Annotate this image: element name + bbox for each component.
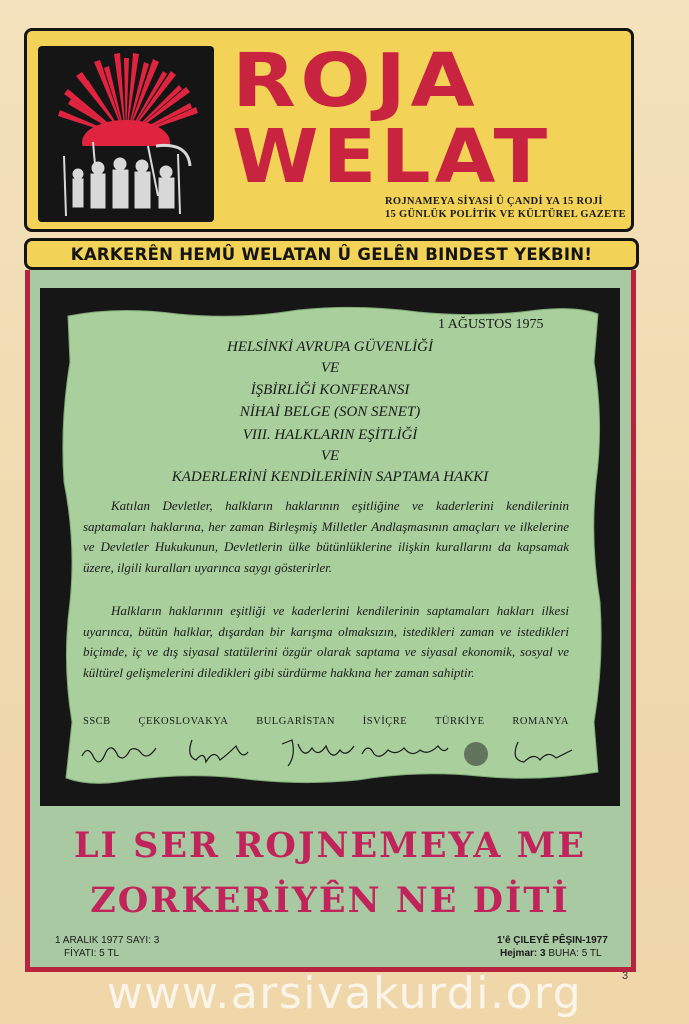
signature-bulgaria bbox=[282, 740, 354, 766]
issue-date-kurdish: 1'ê ÇILEYÊ PÊŞIN-1977 bbox=[497, 935, 608, 946]
country-label: ÇEKOSLOVAKYA bbox=[138, 716, 229, 727]
country-label: TÜRKİYE bbox=[434, 716, 485, 727]
country-label: ROMANYA bbox=[512, 716, 569, 727]
document-date: 1 AĞUSTOS 1975 bbox=[438, 317, 544, 332]
country-label: SSCB bbox=[83, 716, 111, 727]
signatures bbox=[78, 730, 588, 780]
signature-romania bbox=[515, 742, 572, 762]
issue-number-kurdish bbox=[500, 948, 602, 959]
signature-czechoslovakia bbox=[190, 740, 248, 762]
document-heading-line: KADERLERİNİ KENDİLERİNİN SAPTAMA HAKKI bbox=[171, 469, 489, 485]
title-line-1: ROJA bbox=[232, 38, 480, 124]
subtitle-turkish: 15 GÜNLÜK POLİTİK VE KÜLTÜREL GAZETE bbox=[385, 209, 626, 220]
country-label: BULGARİSTAN bbox=[256, 716, 335, 727]
signature-ussr bbox=[82, 748, 156, 762]
document-heading-line: NİHAİ BELGE (SON SENET) bbox=[239, 404, 421, 420]
issue-date-turkish: 1 ARALIK 1977 SAYI: 3 bbox=[55, 935, 160, 946]
slogan-text: KARKERÊN HEMÛ WELATAN Û GELÊN BINDEST YEKBIN! bbox=[70, 244, 593, 264]
signatory-countries bbox=[83, 716, 569, 727]
issue-number-label: Hejmar: 3 bbox=[500, 948, 546, 959]
page-number: 3 bbox=[622, 970, 629, 982]
archive-watermark: www.arsivakurdi.org bbox=[106, 968, 583, 1019]
price-turkish: FİYATI: 5 TL bbox=[64, 948, 120, 959]
subtitle-kurdish: ROJNAMEYA SİYASİ Û ÇANDİ YA 15 ROJİ bbox=[385, 196, 603, 207]
headline-line-2: ZORKERİYÊN NE DİTİ bbox=[90, 880, 570, 921]
signature-switzerland bbox=[362, 746, 448, 756]
document-heading-line: VE bbox=[320, 360, 340, 376]
country-label: İSVİÇRE bbox=[362, 716, 408, 727]
document-heading-line: İŞBİRLİĞİ KONFERANSI bbox=[250, 382, 410, 398]
document-paragraph-1: Katılan Devletler, halkların haklarının eşitliğine ve kaderlerini kendilerinin saptamaları haklarına, her zaman Birleşmiş Milletler Andlaşmasının amaçları ve ilkelerine ve Devletler Hukukunun, Devletlerin ülke bütünlüklerine ilişkin kurallarını da kapsamak üzere, ilgili kuralları uyarınca saygı gösterirler. bbox=[83, 498, 569, 575]
document-heading-line: HELSİNKİ AVRUPA GÜVENLİĞİ bbox=[227, 339, 433, 355]
document-heading-line: VE bbox=[320, 448, 340, 464]
rising-sun-workers-logo bbox=[38, 46, 214, 222]
title-line-2: WELAT bbox=[232, 114, 552, 200]
fingerprint-seal bbox=[464, 742, 488, 766]
headline-line-1: LI SER ROJNEMEYA ME bbox=[73, 825, 587, 866]
slogan-banner bbox=[24, 238, 639, 270]
price-kurdish: BUHA: 5 TL bbox=[545, 948, 602, 959]
document-paragraph-2: Halkların haklarının eşitliği ve kaderlerini kendilerinin saptamaları hakları ilkesi uyarınca, bütün halklar, dışardan bir karışma olmaksızın, istedikleri zaman ve istedikleri biçimde, iç ve dış siyasal statülerini özgür olarak saptama ve siyasal ekonomik, sosyal ve kültürel gelişmelerini diledikleri gibi sürdürme hakkına her zaman sahiptir. bbox=[83, 603, 569, 680]
document-heading-line: VIII. HALKLARIN EŞİTLİĞİ bbox=[242, 427, 418, 443]
